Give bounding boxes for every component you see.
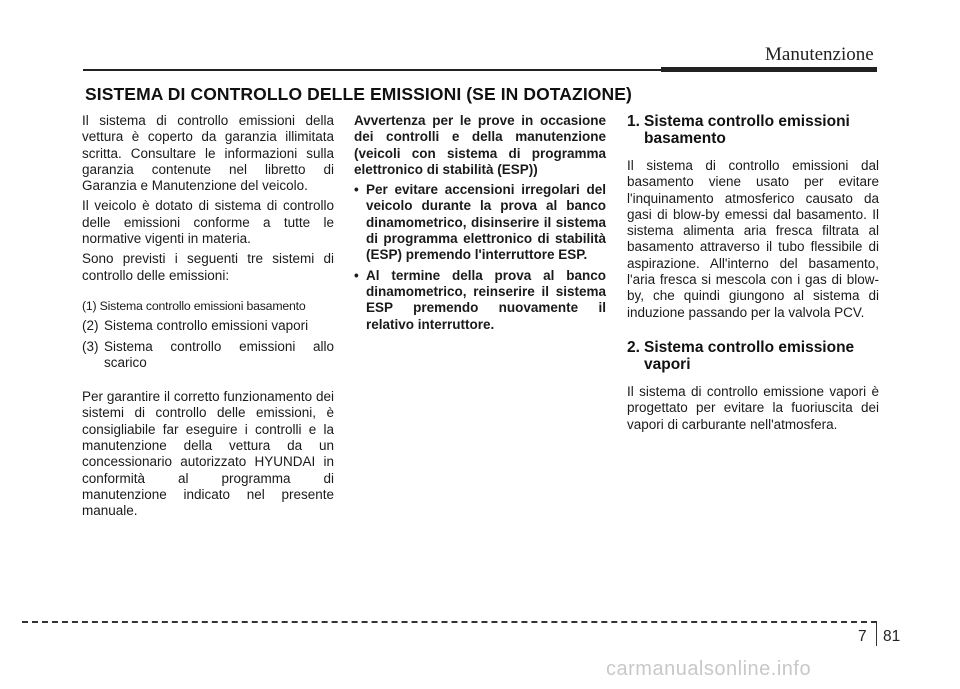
header-rule-accent: [661, 67, 877, 72]
subheading-vapor: [627, 339, 879, 373]
footer-rule: [22, 621, 877, 623]
column-2: [354, 113, 606, 337]
list-item-crankcase: (1) Sistema controllo emissioni basamento: [82, 298, 306, 313]
list-item-exhaust: [82, 339, 334, 372]
watermark: carmanualsonline.info: [606, 658, 812, 680]
subheading-text: Sistema controllo emissione vapori: [644, 338, 855, 373]
bullet-item: [354, 268, 606, 333]
list-item-vapor: [82, 318, 334, 334]
bullet-text: Per evitare accensioni irregolari del veicolo durante la prova al banco dinamometrico, disinserire il sistema di programma elettronico di stabilità (ESP) premendo l'interruttore ESP.: [366, 182, 606, 263]
bullet-text: Al termine della prova al banco dinamometrico, reinserire il sistema ESP premendo nuovamente il relativo interruttore.: [366, 267, 606, 332]
bullet-icon: •: [354, 182, 359, 198]
bullet-item: [354, 182, 606, 263]
column-3: [627, 113, 879, 437]
chapter-number: 7: [858, 628, 867, 645]
paragraph-systems-intro: Sono previsti i seguenti tre sistemi di controllo delle emissioni:: [82, 251, 334, 283]
column-1: [82, 113, 334, 524]
list-text: Sistema controllo emissioni vapori: [104, 318, 309, 334]
page-number: 81: [883, 628, 901, 645]
header-rule: [83, 69, 661, 71]
paragraph-maintenance: Per garantire il corretto funzionamento dei sistemi di controllo delle emissioni, è consigliabile far eseguire i controlli e la manutenzione della vettura da un concessionario autorizzato HYUNDAI in conformità al programma di manutenzione indicato nel presente manuale.: [82, 389, 334, 519]
paragraph-vapor: Il sistema di controllo emissione vapori è progettato per evitare la fuoriuscita dei vapori di carburante nell'atmosfera.: [627, 383, 879, 432]
subheading-number: 1.: [627, 113, 640, 130]
paragraph-warranty: Il sistema di controllo emissioni della vettura è coperto da garanzia illimitata scritta. Consultare le informazioni sulla garanzia contenute nel libretto di Garanzia e Manutenzione del veicolo.: [82, 113, 334, 194]
paragraph-compliance: Il veicolo è dotato di sistema di controllo delle emissioni conforme a tutte le normative vigenti in materia.: [82, 198, 334, 247]
list-number: (3): [82, 338, 99, 354]
list-text: Sistema controllo emissioni allo scarico: [104, 338, 334, 370]
subheading-number: 2.: [627, 338, 640, 356]
page-title: SISTEMA DI CONTROLLO DELLE EMISSIONI (SE IN DOTAZIONE): [85, 84, 632, 104]
subheading-crankcase: [627, 113, 879, 147]
note-heading: Avvertenza per le prove in occasione dei controlli e della manutenzione (veicoli con sistema di programma elettronico di stabilità (ESP)): [354, 113, 606, 177]
page-number-divider: [876, 622, 877, 646]
list-number: (2): [82, 318, 99, 334]
section-header: Manutenzione: [765, 44, 874, 65]
subheading-text: Sistema controllo emissioni basamento: [644, 113, 850, 147]
bullet-icon: •: [354, 267, 359, 283]
paragraph-crankcase: Il sistema di controllo emissioni dal basamento viene usato per evitare l'inquinamento atmosferico causato da gasi di blow-by emessi dal basamento. Il sistema alimenta aria fresca filtrata al basamento attraverso il tubo flessibile di aspirazione. All'interno del basamento, l'aria fresca si mescola con i gas di blow-by, che quindi giungono al sistema di induzione passando per la valvola PCV.: [627, 158, 879, 320]
